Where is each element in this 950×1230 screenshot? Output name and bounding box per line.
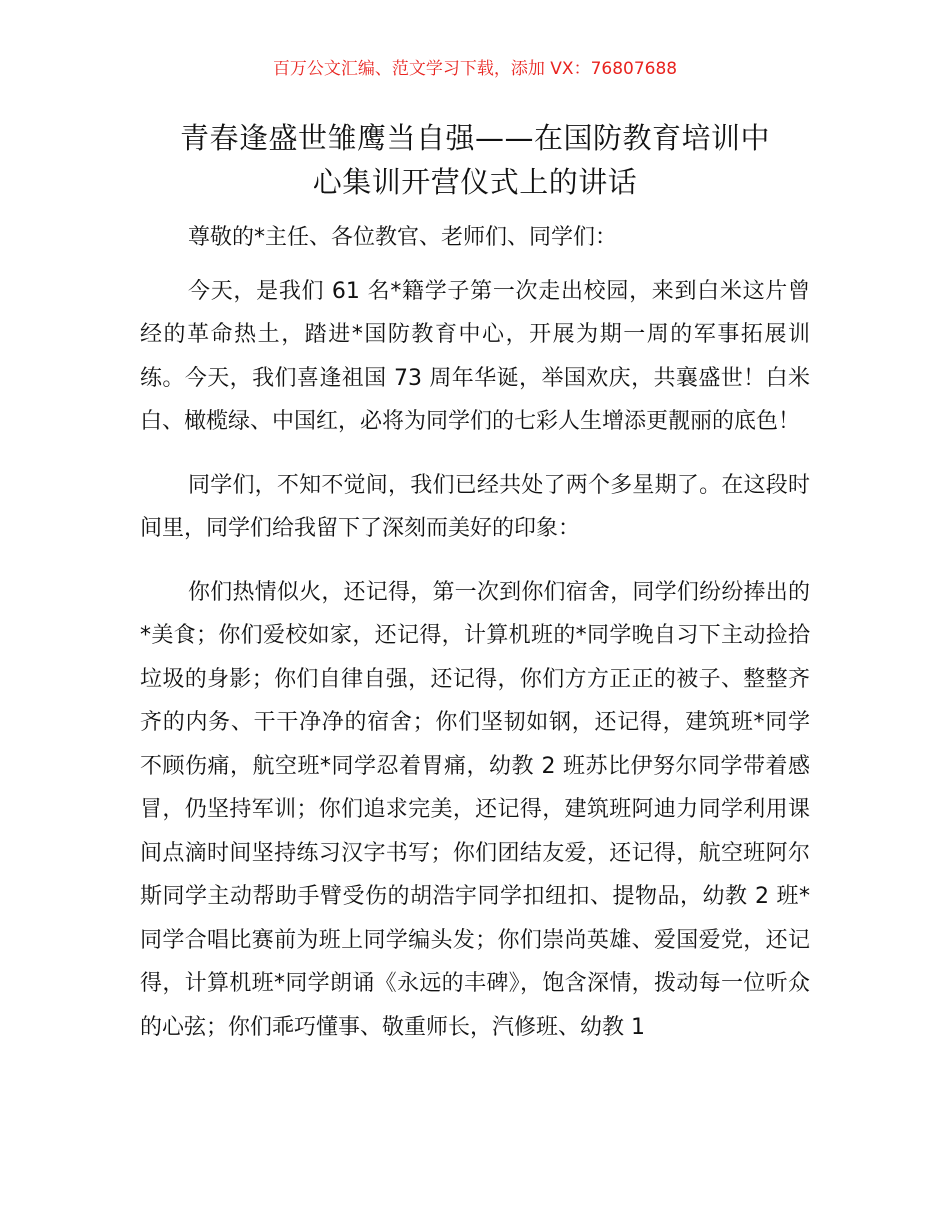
paragraph-1: 今天，是我们 61 名*籍学子第一次走出校园，来到白米这片曾经的革命热土，踏进*国防教育中心，开展为期一周的军事拓展训练。今天，我们喜逢祖国 73 周年华诞，举国欢庆，共襄盛世！白米白、橄榄绿、中国红，必将为同学们的七彩人生增添更靓丽的底色！: [140, 278, 810, 434]
document-title: [140, 116, 810, 204]
paragraph-2: 同学们，不知不觉间，我们已经共处了两个多星期了。在这段时间里，同学们给我留下了深刻而美好的印象：: [140, 472, 810, 541]
title-line-1: 青春逢盛世雏鹰当自强——在国防教育培训中: [179, 121, 770, 155]
paragraph-3: 你们热情似火，还记得，第一次到你们宿舍，同学们纷纷捧出的*美食；你们爱校如家，还记得，计算机班的*同学晚自习下主动捡拾垃圾的身影；你们自律自强，还记得，你们方方正正的被子、整整齐齐的内务、干干净净的宿舍；你们坚韧如钢，还记得，建筑班*同学不顾伤痛，航空班*同学忍着胃痛，幼教 2 班苏比伊努尔同学带着感冒，仍坚持军训；你们追求完美，还记得，建筑班阿迪力同学利用课间点滴时间坚持练习汉字书写；你们团结友爱，还记得，航空班阿尔斯同学主动帮助手臂受伤的胡浩宇同学扣纽扣、提物品，幼教 2 班*同学合唱比赛前为班上同学编头发；你们崇尚英雄、爱国爱党，还记得，计算机班*同学朗诵《永远的丰碑》，饱含深情，拨动每一位听众的心弦；你们乖巧懂事、敬重师长，汽修班、幼教 1: [140, 579, 810, 1040]
salutation: 尊敬的*主任、各位教官、老师们、同学们：: [188, 225, 618, 250]
watermark-header: 百万公文汇编、范文学习下载，添加 VX：76807688: [272, 59, 678, 79]
document-body: [140, 216, 810, 1069]
title-line-2: 心集训开营仪式上的讲话: [312, 165, 638, 199]
